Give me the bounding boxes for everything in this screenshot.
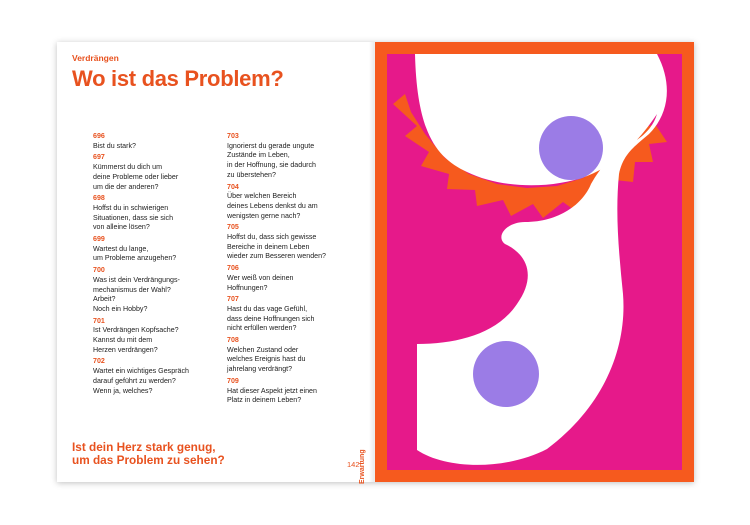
question-item [227,223,365,262]
question-number: 701 [93,316,105,325]
question-number: 708 [227,336,239,345]
lower-purple-circle [473,341,539,407]
question-item [93,235,213,264]
question-number: 696 [93,132,105,140]
question-text: Welchen Zustand oder welches Ereignis hast du jahrelang verdrängt? [227,345,306,374]
question-number: 704 [227,182,239,191]
question-number: 700 [93,266,105,275]
question-item [227,264,365,293]
question-item [93,132,213,151]
question-item [93,317,213,356]
question-item [93,153,213,192]
question-column-1 [93,132,213,398]
question-text: Wartest du lange, um Probleme anzugehen? [93,244,177,263]
question-item [227,295,365,334]
question-text: Bist du stark? [93,141,136,150]
question-item [227,336,365,375]
page-title: Wo ist das Problem? [72,66,284,91]
question-item [93,266,213,315]
question-item [93,357,213,396]
question-text: Wartet ein wichtiges Gespräch darauf geführt zu werden? Wenn ja, welches? [93,367,189,395]
question-number: 702 [93,357,105,366]
question-text: Ist Verdrängen Kopfsache? Kannst du mit dem Herzen verdrängen? [93,326,179,354]
question-item [93,194,213,233]
question-number: 706 [227,264,239,273]
question-column-2 [227,132,365,408]
question-text: Hoffst du, dass sich gewisse Bereiche in deinem Leben wieder zum Besseren wenden? [227,233,326,261]
number-three-illustration [387,54,682,470]
question-number: 709 [227,376,239,385]
right-page-illustration [375,42,694,482]
bottom-question: Ist dein Herz stark genug, um das Problem zu sehen? [72,440,225,467]
question-number: 699 [93,235,105,244]
question-number: 698 [93,194,105,203]
question-text: Hast du das vage Gefühl, dass deine Hoffnungen sich nicht erfüllen werden? [227,304,315,333]
question-item [227,377,365,406]
question-text: Ignorierst du gerade ungute Zustände im Leben, in der Hoffnung, sie dadurch zu überstehen? [227,141,316,179]
book-spread [57,42,694,482]
question-number: 697 [93,153,105,162]
section-label: Verdrängen [72,53,119,63]
question-item [227,132,365,181]
question-number: 703 [227,132,239,140]
upper-purple-circle [539,116,603,180]
left-page [57,42,375,482]
question-number: 707 [227,295,239,304]
question-text: Hoffst du in schwierigen Situationen, dass sie sich von alleine lösen? [93,203,174,232]
question-text: Wer weiß von deinen Hoffnungen? [227,273,294,292]
question-number: 705 [227,223,239,232]
question-item [227,183,365,222]
question-text: Über welchen Bereich deines Lebens denkst du am wenigsten gerne nach? [227,192,318,220]
running-head: Erwartung [359,449,366,484]
question-text: Kümmerst du dich um deine Probleme oder lieber um die der anderen? [93,163,179,191]
question-text: Hat dieser Aspekt jetzt einen Platz in deinem Leben? [227,386,317,405]
page-number: 142 [347,460,360,469]
question-text: Was ist dein Verdrängungs- mechanismus der Wahl? Arbeit? Noch ein Hobby? [93,275,180,313]
